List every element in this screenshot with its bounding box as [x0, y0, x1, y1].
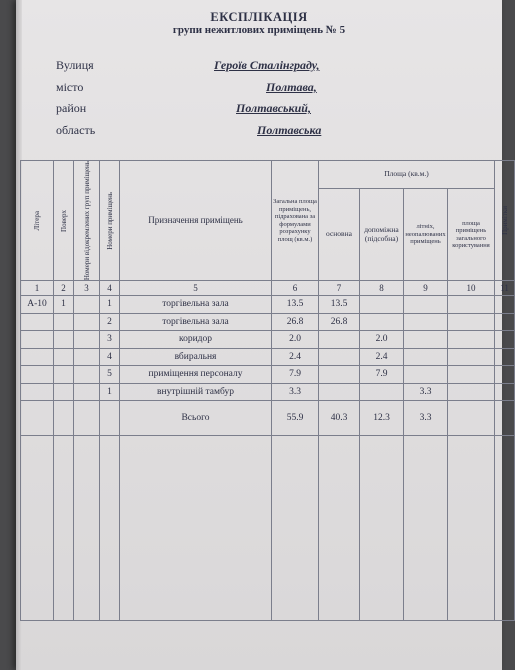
header-area-group: Площа (кв.м.) — [319, 161, 495, 189]
cell-room: 3 — [100, 331, 120, 349]
cell-common — [448, 331, 495, 349]
table-row — [21, 331, 515, 349]
document-title: ЕКСПЛІКАЦІЯ — [210, 10, 308, 24]
cell-poverkh — [54, 331, 74, 349]
cell-notes — [495, 296, 515, 314]
cell-group — [74, 348, 100, 366]
cell-room: 1 — [100, 296, 120, 314]
explication-table — [20, 160, 515, 621]
cell-main — [319, 348, 360, 366]
total-label: Всього — [120, 401, 272, 436]
cell-purpose: торгівельна зала — [120, 313, 272, 331]
cell-purpose: коридор — [120, 331, 272, 349]
column-number: 3 — [74, 281, 100, 296]
cell-purpose: приміщення персоналу — [120, 366, 272, 384]
cell-purpose: вбиральня — [120, 348, 272, 366]
cell-common — [448, 348, 495, 366]
total-main-sum: 40.3 — [319, 401, 360, 436]
cell-notes — [495, 313, 515, 331]
header-total-area: Загальна площа приміщень, підрахована за формулами розрахунку площ (кв.м.) — [272, 161, 319, 281]
total-aux-sum: 12.3 — [360, 401, 404, 436]
cell-common — [448, 296, 495, 314]
cell-aux — [360, 296, 404, 314]
cell-group — [74, 313, 100, 331]
cell-total: 3.3 — [272, 383, 319, 401]
cell-common — [448, 383, 495, 401]
total-area-sum: 55.9 — [272, 401, 319, 436]
document-page — [16, 0, 509, 670]
cell-total: 2.4 — [272, 348, 319, 366]
column-number: 8 — [360, 281, 404, 296]
cell-purpose: торгівельна зала — [120, 296, 272, 314]
cell-group — [74, 331, 100, 349]
cell-summer — [404, 296, 448, 314]
cell-common — [448, 366, 495, 384]
cell-main — [319, 331, 360, 349]
table-row — [21, 383, 515, 401]
table-row — [21, 313, 515, 331]
column-number: 10 — [448, 281, 495, 296]
column-number: 6 — [272, 281, 319, 296]
cell-litera — [21, 366, 54, 384]
cell-total: 2.0 — [272, 331, 319, 349]
blank-area-row — [21, 436, 515, 621]
cell-poverkh — [54, 366, 74, 384]
cell-aux: 2.4 — [360, 348, 404, 366]
total-summer-sum: 3.3 — [404, 401, 448, 436]
header-common: площа приміщень загального користування — [448, 189, 495, 281]
district-label: район — [56, 101, 87, 115]
column-number: 11 — [495, 281, 515, 296]
cell-notes — [495, 383, 515, 401]
cell-litera — [21, 348, 54, 366]
cell-notes — [495, 366, 515, 384]
column-number-row — [21, 281, 515, 296]
header-auxiliary: допоміжна (підсобна) — [360, 189, 404, 281]
cell-room: 1 — [100, 383, 120, 401]
city-value: Полтава, — [266, 80, 317, 94]
column-number: 2 — [54, 281, 74, 296]
cell-poverkh — [54, 313, 74, 331]
header-group-number: Номери відокремлених груп приміщень — [74, 161, 100, 281]
cell-aux: 7.9 — [360, 366, 404, 384]
cell-litera — [21, 313, 54, 331]
cell-main: 13.5 — [319, 296, 360, 314]
header-room-number: Номери приміщень — [100, 161, 120, 281]
cell-litera: А-10 — [21, 296, 54, 314]
cell-aux — [360, 313, 404, 331]
header-litera: Літера — [21, 161, 54, 281]
cell-summer — [404, 313, 448, 331]
cell-poverkh — [54, 383, 74, 401]
street-value: Героїв Сталінграду, — [214, 58, 320, 72]
cell-summer — [404, 366, 448, 384]
cell-main — [319, 383, 360, 401]
cell-total: 7.9 — [272, 366, 319, 384]
cell-purpose: внутрішній тамбур — [120, 383, 272, 401]
column-number: 1 — [21, 281, 54, 296]
region-label: область — [56, 123, 96, 137]
cell-room: 4 — [100, 348, 120, 366]
cell-group — [74, 383, 100, 401]
cell-summer — [404, 331, 448, 349]
header-poverkh: Поверх — [54, 161, 74, 281]
header-notes: Примітки — [495, 161, 515, 281]
cell-total: 13.5 — [272, 296, 319, 314]
city-label: місто — [56, 80, 84, 94]
cell-main: 26.8 — [319, 313, 360, 331]
cell-poverkh — [54, 348, 74, 366]
cell-room: 2 — [100, 313, 120, 331]
cell-litera — [21, 331, 54, 349]
table-row — [21, 366, 515, 384]
cell-total: 26.8 — [272, 313, 319, 331]
header-summer: літніх, неопалюваних приміщень — [404, 189, 448, 281]
street-label: Вулиця — [56, 58, 94, 72]
cell-aux: 2.0 — [360, 331, 404, 349]
column-number: 7 — [319, 281, 360, 296]
cell-common — [448, 313, 495, 331]
table-row — [21, 296, 515, 314]
column-number: 4 — [100, 281, 120, 296]
cell-summer: 3.3 — [404, 383, 448, 401]
document-subtitle: групи нежитлових приміщень № 5 — [172, 24, 346, 36]
table-row — [21, 348, 515, 366]
column-number: 9 — [404, 281, 448, 296]
cell-litera — [21, 383, 54, 401]
cell-poverkh: 1 — [54, 296, 74, 314]
district-value: Полтавський, — [236, 101, 311, 115]
cell-aux — [360, 383, 404, 401]
cell-room: 5 — [100, 366, 120, 384]
region-value: Полтавська — [257, 123, 322, 137]
cell-summer — [404, 348, 448, 366]
column-number: 5 — [120, 281, 272, 296]
total-row — [21, 401, 515, 436]
header-main: основна — [319, 189, 360, 281]
cell-main — [319, 366, 360, 384]
cell-group — [74, 366, 100, 384]
header-purpose: Призначення приміщень — [120, 161, 272, 281]
cell-group — [74, 296, 100, 314]
cell-notes — [495, 348, 515, 366]
cell-notes — [495, 331, 515, 349]
